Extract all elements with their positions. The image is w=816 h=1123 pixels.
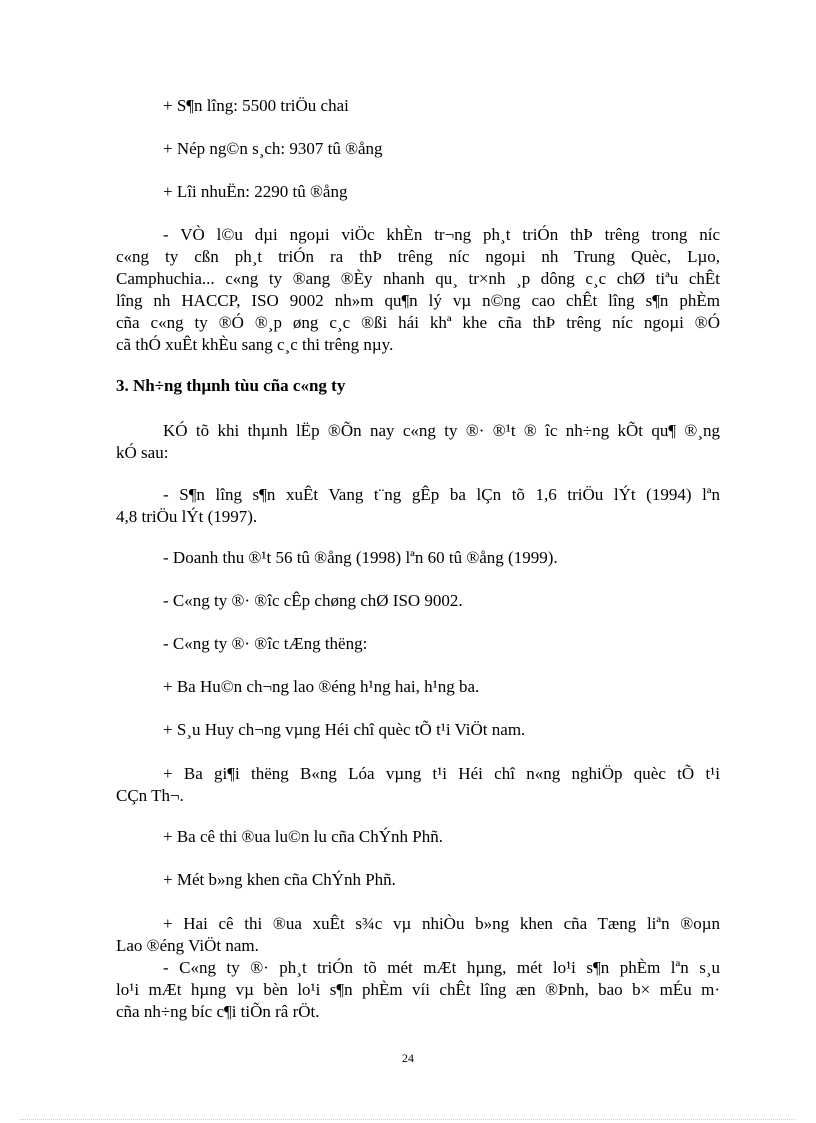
text-line: c«ng ty cßn ph¸t triÓn ra thÞ trêng níc ngoµi nh Trung Quèc, Lµo, xyxy=(116,247,720,266)
text-line: kÓ sau: xyxy=(116,443,169,462)
paragraph-flags: + Ba cê thi ®ua lu©n lu cña ChÝnh Phñ. xyxy=(163,827,443,846)
text-line: lo¹i mÆt hµng vµ bèn lo¹i s¶n phÈm víi chÊt lîng æn ®Þnh, bao b× mÉu m· xyxy=(116,980,720,999)
paragraph-union-awards xyxy=(116,913,720,935)
paragraph-union-awards-cont xyxy=(116,935,720,957)
page-number: 24 xyxy=(402,1051,414,1065)
paragraph-profit: + Lîi nhuËn: 2290 tû ®ång xyxy=(163,182,348,201)
paragraph-achievements-intro xyxy=(116,420,720,442)
text-line: lîng nh HACCP, ISO 9002 nh»m qu¶n lý vµ n©ng cao chÊt lîng s¶n phÈm xyxy=(116,291,720,310)
paragraph-product-growth-cont xyxy=(116,979,720,1023)
text-line: Camphuchia... c«ng ty ®ang ®Èy nhanh qu¸ tr×nh ¸p dông c¸c chØ tiªu chÊt xyxy=(116,269,720,288)
paragraph-golden-rice-cont xyxy=(116,785,720,807)
text-line: KÓ tõ khi thµnh lËp ®Õn nay c«ng ty ®· ®¹t ® îc nh÷ng kÕt qu¶ ®¸ng xyxy=(163,421,720,440)
paragraph-certificate: + Mét b»ng khen cña ChÝnh Phñ. xyxy=(163,870,396,889)
section-heading: 3. Nh÷ng thµnh tùu cña c«ng ty xyxy=(116,376,346,395)
text-line: cña nh÷ng bíc c¶i tiÕn râ rÖt. xyxy=(116,1002,320,1021)
paragraph-iso: - C«ng ty ®· ®îc cÊp chøng chØ ISO 9002. xyxy=(163,591,463,610)
text-line: + Hai cê thi ®ua xuÊt s¾c vµ nhiÒu b»ng khen cña Tæng liªn ®oµn xyxy=(163,914,720,933)
text-line: + Ba gi¶i thëng B«ng Lóa vµng t¹i Héi chî n«ng nghiÖp quèc tÕ t¹i xyxy=(163,764,720,783)
paragraph-golden-rice xyxy=(116,763,720,785)
text-line: 4,8 triÖu lÝt (1997). xyxy=(116,507,258,526)
paragraph-gold-medals: + S¸u Huy ch¬ng vµng Héi chî quèc tÕ t¹i ViÖt nam. xyxy=(163,720,526,739)
paragraph-wine-output xyxy=(116,484,720,506)
text-line: Lao ®éng ViÖt nam. xyxy=(116,936,259,955)
paragraph-labor-medals: + Ba Hu©n ch¬ng lao ®éng h¹ng hai, h¹ng ba. xyxy=(163,677,480,696)
paragraph-budget: + Nép ng©n s¸ch: 9307 tû ®ång xyxy=(163,139,383,158)
text-line: - S¶n lîng s¶n xuÊt Vang t¨ng gÊp ba lÇn tõ 1,6 triÖu lÝt (1994) lªn xyxy=(163,485,720,504)
paragraph-long-term-cont xyxy=(116,246,720,356)
paragraph-long-term xyxy=(116,224,720,246)
paragraph-wine-output-cont xyxy=(116,506,720,528)
paragraph-revenue: - Doanh thu ®¹t 56 tû ®ång (1998) lªn 60 tû ®ång (1999). xyxy=(163,548,558,567)
paragraph-output: + S¶n lîng: 5500 triÖu chai xyxy=(163,96,349,115)
paragraph-achievements-intro-cont xyxy=(116,442,720,464)
paragraph-product-growth xyxy=(116,957,720,979)
text-line: cña c«ng ty ®Ó ®¸p øng c¸c ®ßi hái khª khe cña thÞ trêng níc ngoµi ®Ó xyxy=(116,313,720,332)
text-line: - VÒ l©u dµi ngoµi viÖc khÈn tr¬ng ph¸t triÓn thÞ trêng trong níc xyxy=(163,225,720,244)
text-line: - C«ng ty ®· ph¸t triÓn tõ mét mÆt hµng, mét lo¹i s¶n phÈm lªn s¸u xyxy=(163,958,720,977)
text-line: CÇn Th¬. xyxy=(116,786,184,805)
paragraph-awards-intro: - C«ng ty ®· ®îc tÆng thëng: xyxy=(163,634,368,653)
text-line: cã thÓ xuÊt khÈu sang c¸c thi trêng nµy. xyxy=(116,335,394,354)
footer-divider xyxy=(20,1119,796,1120)
